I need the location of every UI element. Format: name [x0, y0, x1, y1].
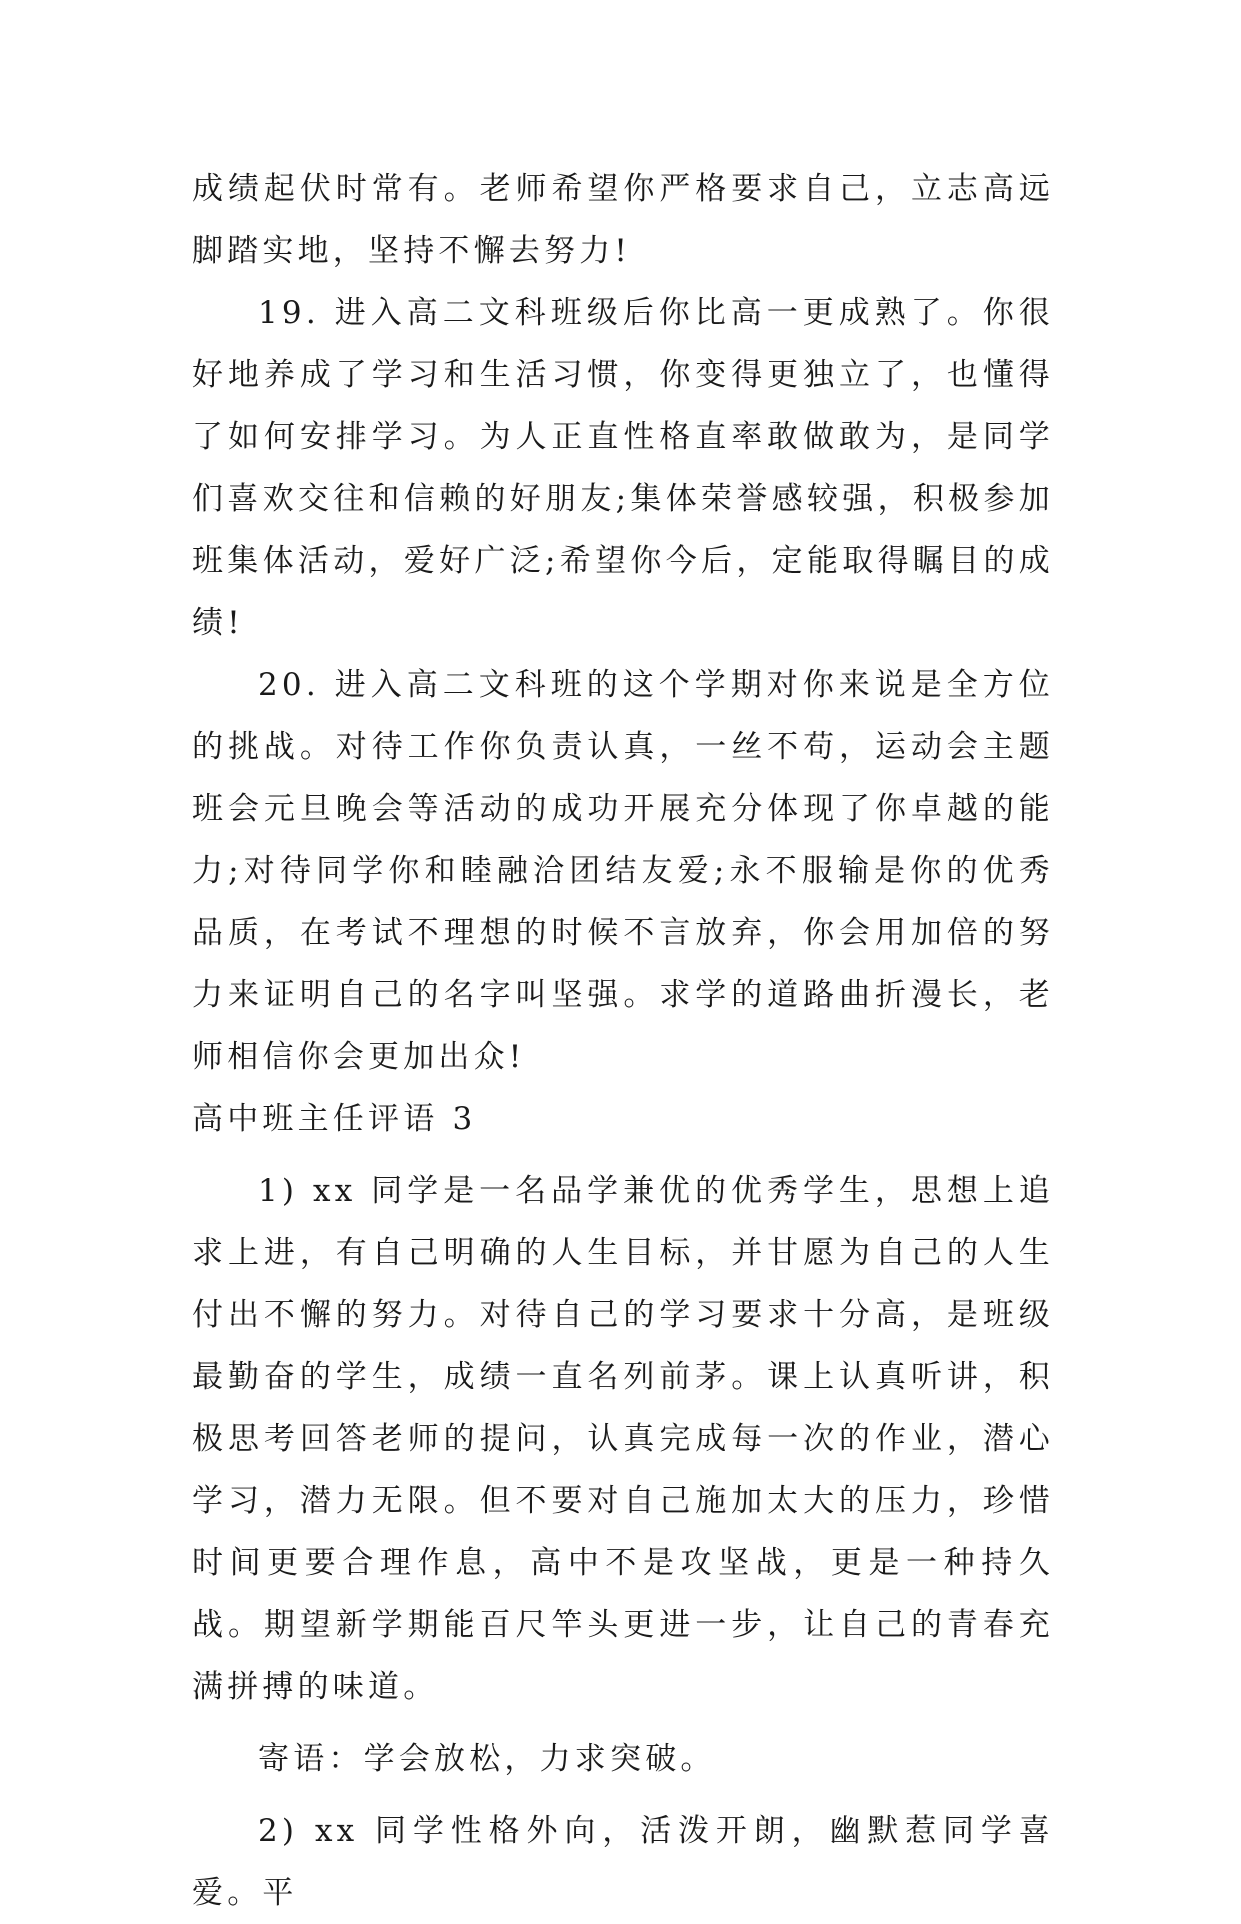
paragraph-comment-1: 1) xx 同学是一名品学兼优的优秀学生，思想上追求上进，有自己明确的人生目标，并甘愿为自己的人生付出不懈的努力。对待自己的学习要求十分高，是班级最勤奋的学生，成绩一直名列前茅。课上认真听讲，积极思考回答老师的提问，认真完成每一次的作业，潜心学习，潜力无限。但不要对自己施加太大的压力，珍惜时间更要合理作息，高中不是攻坚战，更是一种持久战。期望新学期能百尺竿头更进一步，让自己的青春充满拼搏的味道。	[192, 1173, 1054, 1705]
paragraph-comment-20: 20. 进入高二文科班的这个学期对你来说是全方位的挑战。对待工作你负责认真，一丝不苟，运动会主题班会元旦晚会等活动的成功开展充分体现了你卓越的能力;对待同学你和睦融洽团结友爱;永不服输是你的优秀品质，在考试不理想的时候不言放弃，你会用加倍的努力来证明自己的名字叫坚强。求学的道路曲折漫长，老师相信你会更加出众!	[192, 667, 1054, 1075]
paragraph-continuation: 成绩起伏时常有。老师希望你严格要求自己，立志高远脚踏实地，坚持不懈去努力!	[192, 171, 1054, 269]
section-heading: 高中班主任评语 3	[192, 1101, 477, 1137]
paragraph-comment-2: 2) xx 同学性格外向，活泼开朗，幽默惹同学喜爱。平	[192, 1813, 1054, 1911]
document-body	[192, 158, 1054, 1924]
paragraph-motto: 寄语：学会放松，力求突破。	[258, 1741, 716, 1777]
paragraph-comment-19: 19. 进入高二文科班级后你比高一更成熟了。你很好地养成了学习和生活习惯，你变得更独立了，也懂得了如何安排学习。为人正直性格直率敢做敢为，是同学们喜欢交往和信赖的好朋友;集体荣誉感较强，积极参加班集体活动，爱好广泛;希望你今后，定能取得瞩目的成绩!	[192, 295, 1054, 641]
